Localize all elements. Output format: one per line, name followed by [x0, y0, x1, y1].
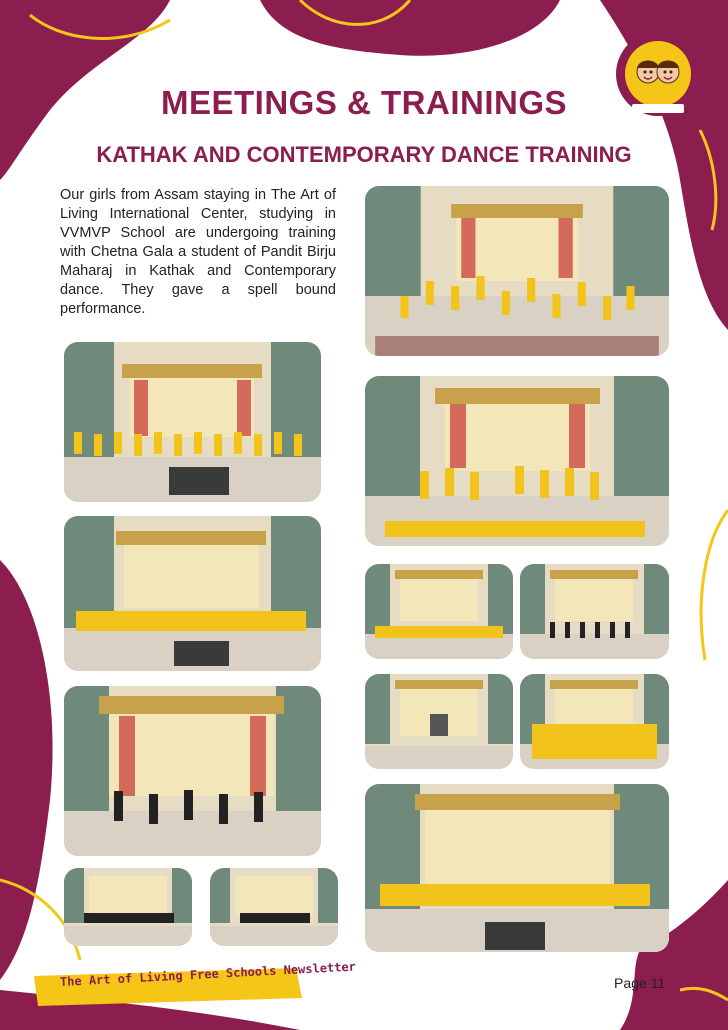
dance-photo-6	[520, 564, 669, 659]
dance-photo-12	[210, 868, 338, 946]
dance-photo-8	[520, 674, 669, 769]
dance-photo-2	[64, 342, 321, 502]
newsletter-name: The Art of Living Free Schools Newsletter	[59, 959, 357, 989]
intro-paragraph: Our girls from Assam staying in The Art of Living International Center, studying in VVMVP School are undergoing training with Chetna Gala a student of Pandit Birju Maharaj in Kathak and Contemporary dance. They gave a spell bound performance.	[60, 187, 336, 317]
dance-photo-5	[365, 564, 513, 659]
dance-photo-7	[365, 674, 513, 769]
dance-photo-11	[64, 868, 192, 946]
dance-photo-4	[64, 516, 321, 671]
page-title: MEETINGS & TRAININGS	[160, 84, 568, 121]
section-subtitle: KATHAK AND CONTEMPORARY DANCE TRAINING	[96, 142, 632, 167]
dance-photo-3	[365, 376, 669, 546]
dance-photo-9	[64, 686, 321, 856]
dance-photo-1	[365, 186, 669, 356]
page-number: Page 11	[614, 975, 666, 991]
dance-photo-10	[365, 784, 669, 952]
